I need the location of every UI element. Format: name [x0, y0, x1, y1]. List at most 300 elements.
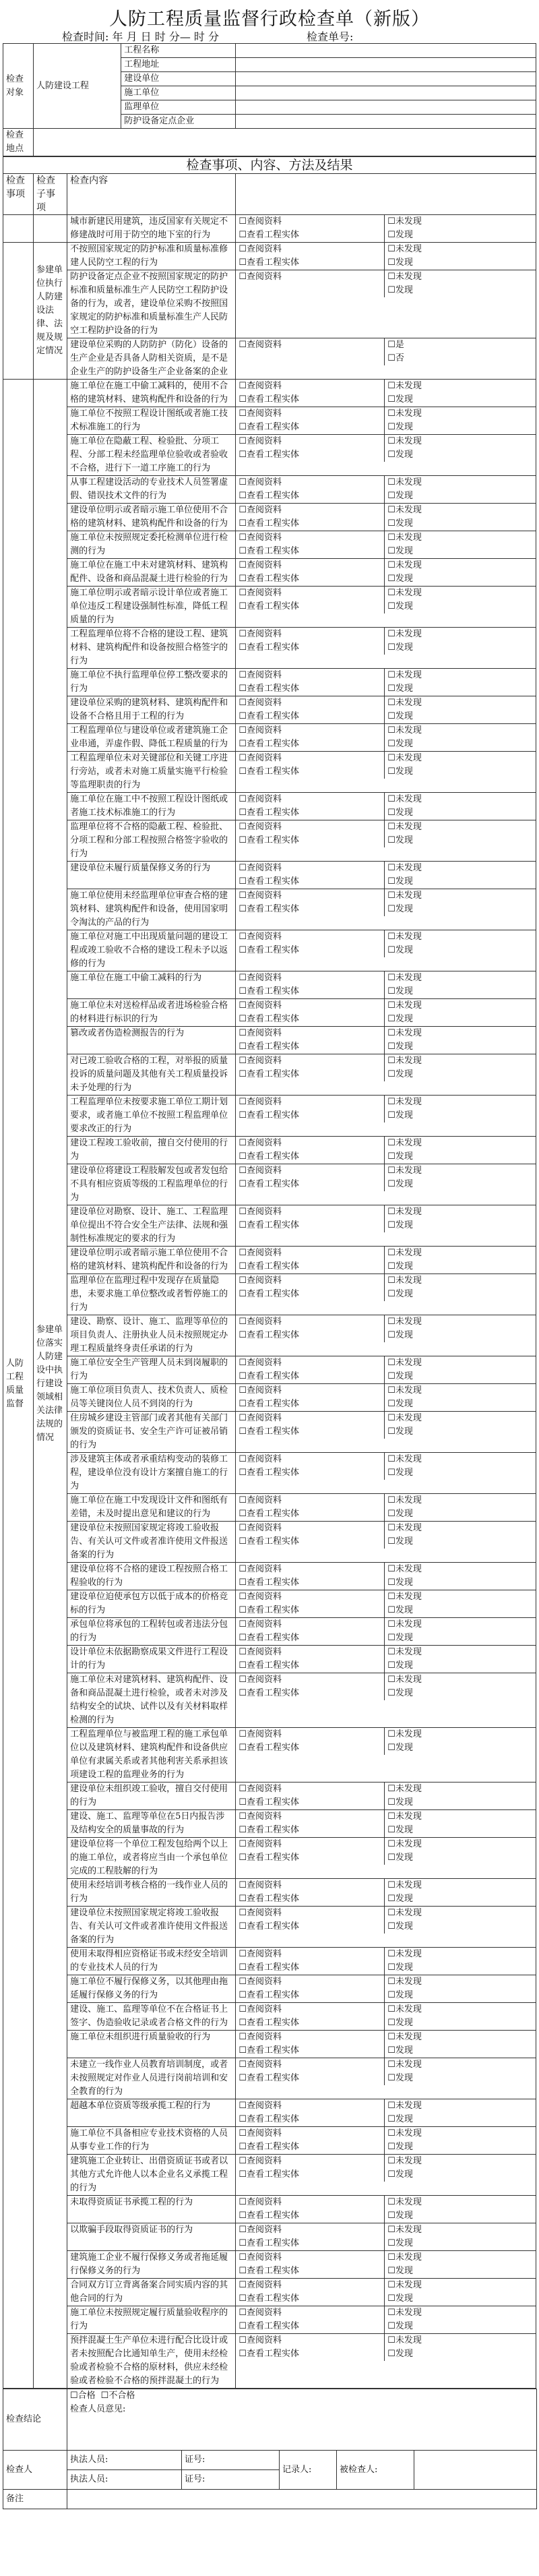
checkbox-icon[interactable]: ☐: [239, 1743, 247, 1753]
method-option[interactable]: [239, 1329, 384, 1342]
result-option[interactable]: [387, 889, 533, 903]
result-option[interactable]: [387, 1425, 533, 1439]
method-option[interactable]: [239, 2306, 384, 2320]
checkbox-icon[interactable]: ☐: [239, 1014, 247, 1024]
checkbox-icon[interactable]: ☐: [239, 230, 247, 240]
checkbox-icon[interactable]: ☐: [239, 2004, 247, 2014]
method-option[interactable]: [239, 1054, 384, 1068]
checkbox-icon[interactable]: ☐: [387, 2294, 395, 2304]
result-option[interactable]: [387, 793, 533, 806]
method-option[interactable]: [239, 587, 384, 600]
result-option[interactable]: [387, 504, 533, 517]
checkbox-icon[interactable]: ☐: [387, 1069, 395, 1079]
checkbox-icon[interactable]: ☐: [239, 272, 247, 282]
checkbox-icon[interactable]: ☐: [387, 1797, 395, 1807]
checkbox-icon[interactable]: ☐: [387, 1853, 395, 1863]
result-option[interactable]: [387, 1631, 533, 1645]
method-option[interactable]: [239, 1948, 384, 1961]
result-option[interactable]: [387, 1150, 533, 1164]
checkbox-icon[interactable]: ☐: [239, 409, 247, 419]
method-option[interactable]: [239, 504, 384, 517]
method-option[interactable]: [239, 2016, 384, 2030]
method-option[interactable]: [239, 1494, 384, 1507]
inspected-sign[interactable]: [414, 2451, 537, 2490]
result-option[interactable]: [387, 545, 533, 558]
method-option[interactable]: [239, 1590, 384, 1604]
method-option[interactable]: [239, 448, 384, 462]
checkbox-icon[interactable]: ☐: [387, 436, 395, 446]
method-option[interactable]: [239, 2127, 384, 2140]
checkbox-icon[interactable]: ☐: [239, 1619, 247, 1629]
method-option[interactable]: [239, 1466, 384, 1480]
result-option[interactable]: [387, 2031, 533, 2044]
checkbox-icon[interactable]: ☐: [387, 2266, 395, 2276]
result-option[interactable]: [387, 834, 533, 847]
result-option[interactable]: [387, 628, 533, 641]
result-option[interactable]: [387, 1576, 533, 1590]
method-option[interactable]: [239, 229, 384, 242]
checkbox-icon[interactable]: ☐: [387, 1894, 395, 1904]
checkbox-icon[interactable]: ☐: [100, 2391, 109, 2401]
checkbox-icon[interactable]: ☐: [387, 2225, 395, 2235]
checkbox-icon[interactable]: ☐: [387, 698, 395, 708]
checkbox-icon[interactable]: ☐: [387, 1151, 395, 1162]
result-option[interactable]: [387, 600, 533, 613]
result-option[interactable]: [387, 862, 533, 875]
checkbox-icon[interactable]: ☐: [387, 1207, 395, 1217]
checkbox-icon[interactable]: ☐: [239, 546, 247, 556]
info-field-value[interactable]: [236, 86, 536, 100]
checkbox-icon[interactable]: ☐: [239, 2335, 247, 2345]
checkbox-icon[interactable]: ☐: [239, 1894, 247, 1904]
result-option[interactable]: [387, 971, 533, 985]
checkbox-icon[interactable]: ☐: [387, 1138, 395, 1148]
checkbox-icon[interactable]: ☐: [239, 2294, 247, 2304]
checkbox-icon[interactable]: ☐: [239, 1261, 247, 1271]
checkbox-icon[interactable]: ☐: [387, 2142, 395, 2152]
result-option[interactable]: [387, 1398, 533, 1411]
checkbox-icon[interactable]: ☐: [239, 2114, 247, 2124]
checkbox-icon[interactable]: ☐: [239, 2349, 247, 2359]
result-option[interactable]: [387, 517, 533, 531]
checkbox-icon[interactable]: ☐: [239, 1578, 247, 1588]
result-option[interactable]: [387, 1618, 533, 1631]
checkbox-icon[interactable]: ☐: [239, 533, 247, 543]
checkbox-icon[interactable]: ☐: [239, 2280, 247, 2290]
checkbox-icon[interactable]: ☐: [387, 2169, 395, 2180]
result-option[interactable]: [387, 448, 533, 462]
result-option[interactable]: [387, 682, 533, 696]
result-option[interactable]: [387, 1920, 533, 1934]
checkbox-icon[interactable]: ☐: [239, 244, 247, 254]
method-option[interactable]: [239, 1274, 384, 1288]
checkbox-icon[interactable]: ☐: [387, 1729, 395, 1739]
checkbox-icon[interactable]: ☐: [387, 2238, 395, 2248]
checkbox-icon[interactable]: ☐: [387, 822, 395, 832]
result-option[interactable]: [387, 1109, 533, 1122]
result-option[interactable]: [387, 229, 533, 242]
checkbox-icon[interactable]: ☐: [387, 1330, 395, 1340]
result-option[interactable]: [387, 1673, 533, 1687]
result-option[interactable]: [387, 2072, 533, 2085]
method-option[interactable]: [239, 930, 384, 944]
method-option[interactable]: [239, 600, 384, 613]
checkbox-icon[interactable]: ☐: [239, 1166, 247, 1176]
checkbox-icon[interactable]: ☐: [387, 1592, 395, 1602]
law-person[interactable]: 执法人员:: [67, 2451, 182, 2470]
method-option[interactable]: [239, 1109, 384, 1122]
result-option[interactable]: [387, 256, 533, 270]
result-option[interactable]: [387, 2306, 533, 2320]
method-option[interactable]: [239, 1659, 384, 1673]
result-option[interactable]: [387, 1948, 533, 1961]
method-option[interactable]: [239, 738, 384, 751]
checkbox-icon[interactable]: ☐: [387, 1509, 395, 1519]
checkbox-icon[interactable]: ☐: [387, 863, 395, 873]
method-option[interactable]: [239, 1137, 384, 1150]
result-option[interactable]: [387, 2044, 533, 2058]
checkbox-icon[interactable]: ☐: [239, 1880, 247, 1890]
checkbox-icon[interactable]: ☐: [239, 2321, 247, 2331]
checkbox-icon[interactable]: ☐: [239, 2128, 247, 2138]
checkbox-icon[interactable]: ☐: [239, 725, 247, 736]
method-option[interactable]: [239, 862, 384, 875]
checkbox-icon[interactable]: ☐: [239, 891, 247, 901]
checkbox-icon[interactable]: ☐: [239, 601, 247, 611]
result-option[interactable]: [387, 1961, 533, 1975]
checkbox-icon[interactable]: ☐: [387, 1358, 395, 1368]
method-option[interactable]: [239, 2099, 384, 2113]
result-option[interactable]: [387, 641, 533, 655]
method-option[interactable]: [239, 1453, 384, 1466]
checkbox-icon[interactable]: ☐: [387, 642, 395, 653]
checkbox-icon[interactable]: ☐: [387, 601, 395, 611]
checkbox-icon[interactable]: ☐: [239, 711, 247, 721]
checkbox-icon[interactable]: ☐: [387, 1317, 395, 1327]
method-option[interactable]: [239, 1027, 384, 1040]
checkbox-icon[interactable]: ☐: [387, 1166, 395, 1176]
method-option[interactable]: [239, 971, 384, 985]
result-option[interactable]: [387, 2265, 533, 2278]
result-option[interactable]: [387, 1315, 533, 1329]
result-option[interactable]: [387, 710, 533, 723]
result-option[interactable]: [387, 1137, 533, 1150]
checkbox-icon[interactable]: ☐: [387, 1963, 395, 1973]
checkbox-icon[interactable]: ☐: [387, 2252, 395, 2263]
info-field-value[interactable]: [236, 58, 536, 72]
checkbox-icon[interactable]: ☐: [239, 1633, 247, 1643]
result-option[interactable]: [387, 724, 533, 738]
method-option[interactable]: [239, 2209, 384, 2223]
checkbox-icon[interactable]: ☐: [387, 2280, 395, 2290]
checkbox-icon[interactable]: ☐: [387, 767, 395, 777]
method-option[interactable]: [239, 2237, 384, 2250]
checkbox-icon[interactable]: ☐: [239, 684, 247, 694]
checkbox-icon[interactable]: ☐: [239, 1853, 247, 1863]
result-option[interactable]: [387, 1646, 533, 1659]
checkbox-icon[interactable]: ☐: [239, 436, 247, 446]
result-option[interactable]: [387, 1054, 533, 1068]
result-option[interactable]: [387, 215, 533, 229]
checkbox-icon[interactable]: ☐: [239, 1317, 247, 1327]
result-option[interactable]: [387, 2223, 533, 2237]
checkbox-icon[interactable]: ☐: [387, 546, 395, 556]
checkbox-icon[interactable]: ☐: [239, 2156, 247, 2166]
result-option[interactable]: [387, 2209, 533, 2223]
checkbox-icon[interactable]: ☐: [387, 2335, 395, 2345]
checkbox-icon[interactable]: ☐: [239, 422, 247, 432]
method-option[interactable]: [239, 641, 384, 655]
checkbox-icon[interactable]: ☐: [239, 986, 247, 996]
checkbox-icon[interactable]: ☐: [239, 1839, 247, 1849]
checkbox-icon[interactable]: ☐: [239, 1688, 247, 1698]
checkbox-icon[interactable]: ☐: [70, 2391, 78, 2401]
method-option[interactable]: [239, 1975, 384, 1989]
checkbox-icon[interactable]: ☐: [239, 1069, 247, 1079]
result-option[interactable]: [387, 1027, 533, 1040]
checkbox-icon[interactable]: ☐: [387, 477, 395, 487]
method-option[interactable]: [239, 1961, 384, 1975]
result-option[interactable]: [387, 1068, 533, 1081]
checkbox-icon[interactable]: ☐: [387, 1825, 395, 1835]
method-option[interactable]: [239, 256, 384, 270]
checkbox-icon[interactable]: ☐: [387, 353, 395, 363]
checkbox-icon[interactable]: ☐: [239, 505, 247, 515]
checkbox-icon[interactable]: ☐: [387, 518, 395, 529]
method-option[interactable]: [239, 1356, 384, 1370]
method-option[interactable]: [239, 1824, 384, 1837]
method-option[interactable]: [239, 1507, 384, 1521]
method-option[interactable]: [239, 1247, 384, 1260]
result-option[interactable]: [387, 2099, 533, 2113]
method-option[interactable]: [239, 1563, 384, 1576]
checkbox-icon[interactable]: ☐: [239, 1427, 247, 1437]
checkbox-icon[interactable]: ☐: [239, 2032, 247, 2042]
checkbox-icon[interactable]: ☐: [239, 863, 247, 873]
checkbox-icon[interactable]: ☐: [239, 1385, 247, 1396]
checkbox-icon[interactable]: ☐: [387, 684, 395, 694]
result-option[interactable]: [387, 1590, 533, 1604]
checkbox-icon[interactable]: ☐: [387, 244, 395, 254]
checkbox-icon[interactable]: ☐: [387, 1179, 395, 1189]
checkbox-icon[interactable]: ☐: [387, 1042, 395, 1052]
result-option[interactable]: [387, 393, 533, 407]
result-option[interactable]: [387, 587, 533, 600]
result-option[interactable]: [387, 1563, 533, 1576]
checkbox-icon[interactable]: ☐: [239, 2101, 247, 2111]
method-option[interactable]: [239, 338, 384, 352]
checkbox-icon[interactable]: ☐: [387, 945, 395, 955]
checkbox-icon[interactable]: ☐: [239, 1248, 247, 1258]
checkbox-icon[interactable]: ☐: [387, 381, 395, 391]
method-option[interactable]: [239, 2113, 384, 2126]
result-option[interactable]: [387, 985, 533, 998]
result-option[interactable]: [387, 1494, 533, 1507]
checkbox-icon[interactable]: ☐: [239, 1605, 247, 1615]
checkbox-icon[interactable]: ☐: [387, 1413, 395, 1423]
checkbox-icon[interactable]: ☐: [239, 588, 247, 598]
method-option[interactable]: [239, 1068, 384, 1081]
method-option[interactable]: [239, 1879, 384, 1892]
method-option[interactable]: [239, 2003, 384, 2016]
result-option[interactable]: [387, 2140, 533, 2154]
checkbox-icon[interactable]: ☐: [239, 2308, 247, 2318]
checkbox-icon[interactable]: ☐: [387, 258, 395, 268]
method-option[interactable]: [239, 1796, 384, 1809]
result-option[interactable]: [387, 531, 533, 545]
checkbox-icon[interactable]: ☐: [387, 2073, 395, 2083]
checkbox-icon[interactable]: ☐: [239, 1220, 247, 1230]
checkbox-icon[interactable]: ☐: [387, 973, 395, 983]
result-option[interactable]: [387, 1412, 533, 1425]
checkbox-icon[interactable]: ☐: [239, 973, 247, 983]
result-option[interactable]: [387, 1838, 533, 1851]
checkbox-icon[interactable]: ☐: [387, 1578, 395, 1588]
method-option[interactable]: [239, 1604, 384, 1617]
result-option[interactable]: [387, 1659, 533, 1673]
method-option[interactable]: [239, 1920, 384, 1934]
checkbox-icon[interactable]: ☐: [387, 2349, 395, 2359]
checkbox-icon[interactable]: ☐: [387, 450, 395, 460]
checkbox-icon[interactable]: ☐: [239, 1399, 247, 1409]
checkbox-icon[interactable]: ☐: [387, 1427, 395, 1437]
info-field-value[interactable]: [236, 100, 536, 115]
result-option[interactable]: [387, 1164, 533, 1178]
method-option[interactable]: [239, 889, 384, 903]
checkbox-icon[interactable]: ☐: [239, 767, 247, 777]
method-option[interactable]: [239, 2031, 384, 2044]
checkbox-icon[interactable]: ☐: [387, 1660, 395, 1671]
result-option[interactable]: [387, 1247, 533, 1260]
checkbox-icon[interactable]: ☐: [239, 1675, 247, 1685]
checkbox-icon[interactable]: ☐: [387, 1110, 395, 1120]
result-option[interactable]: [387, 806, 533, 820]
checkbox-icon[interactable]: ☐: [387, 533, 395, 543]
checkbox-icon[interactable]: ☐: [239, 1797, 247, 1807]
method-option[interactable]: [239, 1783, 384, 1796]
checkbox-icon[interactable]: ☐: [239, 753, 247, 763]
method-option[interactable]: [239, 944, 384, 957]
checkbox-icon[interactable]: ☐: [387, 725, 395, 736]
checkbox-icon[interactable]: ☐: [239, 1097, 247, 1107]
checkbox-icon[interactable]: ☐: [239, 1977, 247, 1987]
info-field-value[interactable]: [236, 44, 536, 58]
checkbox-icon[interactable]: ☐: [387, 2114, 395, 2124]
checkbox-icon[interactable]: ☐: [387, 2045, 395, 2056]
checkbox-icon[interactable]: ☐: [387, 1605, 395, 1615]
checkbox-icon[interactable]: ☐: [387, 711, 395, 721]
result-option[interactable]: [387, 407, 533, 421]
checkbox-icon[interactable]: ☐: [239, 1592, 247, 1602]
checkbox-icon[interactable]: ☐: [387, 1495, 395, 1505]
checkbox-icon[interactable]: ☐: [387, 932, 395, 942]
checkbox-icon[interactable]: ☐: [387, 629, 395, 639]
checkbox-icon[interactable]: ☐: [239, 574, 247, 584]
checkbox-icon[interactable]: ☐: [239, 945, 247, 955]
location-value[interactable]: [34, 129, 536, 156]
checkbox-icon[interactable]: ☐: [239, 381, 247, 391]
result-option[interactable]: [387, 1356, 533, 1370]
checkbox-icon[interactable]: ☐: [239, 670, 247, 680]
method-option[interactable]: [239, 1728, 384, 1741]
checkbox-icon[interactable]: ☐: [387, 891, 395, 901]
checkbox-icon[interactable]: ☐: [239, 1660, 247, 1671]
checkbox-icon[interactable]: ☐: [239, 258, 247, 268]
method-option[interactable]: [239, 1178, 384, 1191]
checkbox-icon[interactable]: ☐: [239, 1647, 247, 1657]
result-option[interactable]: [387, 765, 533, 779]
checkbox-icon[interactable]: ☐: [387, 904, 395, 914]
method-option[interactable]: [239, 752, 384, 765]
checkbox-icon[interactable]: ☐: [239, 2197, 247, 2207]
remark-value[interactable]: [67, 2490, 537, 2509]
method-option[interactable]: [239, 1096, 384, 1109]
result-option[interactable]: [387, 2016, 533, 2030]
method-option[interactable]: [239, 669, 384, 682]
result-option[interactable]: [387, 435, 533, 448]
checkbox-icon[interactable]: ☐: [239, 1000, 247, 1011]
checkbox-icon[interactable]: ☐: [387, 1619, 395, 1629]
checkbox-icon[interactable]: ☐: [239, 1564, 247, 1574]
result-option[interactable]: [387, 1879, 533, 1892]
method-option[interactable]: [239, 489, 384, 503]
method-option[interactable]: [239, 2347, 384, 2361]
result-option[interactable]: [387, 270, 533, 284]
method-option[interactable]: [239, 710, 384, 723]
result-option[interactable]: [387, 476, 533, 489]
method-option[interactable]: [239, 1989, 384, 2002]
checkbox-icon[interactable]: ☐: [387, 1921, 395, 1931]
recorder-label[interactable]: 记录人:: [280, 2451, 337, 2490]
checkbox-icon[interactable]: ☐: [387, 588, 395, 598]
inspected-label[interactable]: 被检查人:: [337, 2451, 414, 2490]
result-option[interactable]: [387, 421, 533, 434]
checkbox-icon[interactable]: ☐: [387, 340, 395, 350]
checkbox-icon[interactable]: ☐: [239, 1110, 247, 1120]
checkbox-icon[interactable]: ☐: [387, 1371, 395, 1381]
result-option[interactable]: [387, 1535, 533, 1549]
checkbox-icon[interactable]: ☐: [239, 1358, 247, 1368]
fail-option[interactable]: [101, 2391, 135, 2401]
result-option[interactable]: [387, 1522, 533, 1535]
checkbox-icon[interactable]: ☐: [387, 1261, 395, 1271]
result-option[interactable]: [387, 1384, 533, 1398]
checkbox-icon[interactable]: ☐: [387, 2156, 395, 2166]
checkbox-icon[interactable]: ☐: [239, 1207, 247, 1217]
result-option[interactable]: [387, 738, 533, 751]
checkbox-icon[interactable]: ☐: [387, 505, 395, 515]
checkbox-icon[interactable]: ☐: [239, 491, 247, 501]
result-option[interactable]: [387, 1824, 533, 1837]
checkbox-icon[interactable]: ☐: [239, 518, 247, 529]
checkbox-icon[interactable]: ☐: [387, 2004, 395, 2014]
method-option[interactable]: [239, 270, 384, 284]
checkbox-icon[interactable]: ☐: [387, 1454, 395, 1464]
info-field-value[interactable]: [236, 72, 536, 86]
checkbox-icon[interactable]: ☐: [239, 1371, 247, 1381]
checkbox-icon[interactable]: ☐: [387, 835, 395, 845]
result-option[interactable]: [387, 1851, 533, 1865]
method-option[interactable]: [239, 1370, 384, 1383]
result-option[interactable]: [387, 338, 533, 352]
checkbox-icon[interactable]: ☐: [387, 2128, 395, 2138]
result-option[interactable]: [387, 2279, 533, 2292]
checkbox-icon[interactable]: ☐: [239, 2142, 247, 2152]
checkbox-icon[interactable]: ☐: [387, 1399, 395, 1409]
checkbox-icon[interactable]: ☐: [387, 1743, 395, 1753]
checkbox-icon[interactable]: ☐: [387, 753, 395, 763]
checkbox-icon[interactable]: ☐: [239, 394, 247, 405]
